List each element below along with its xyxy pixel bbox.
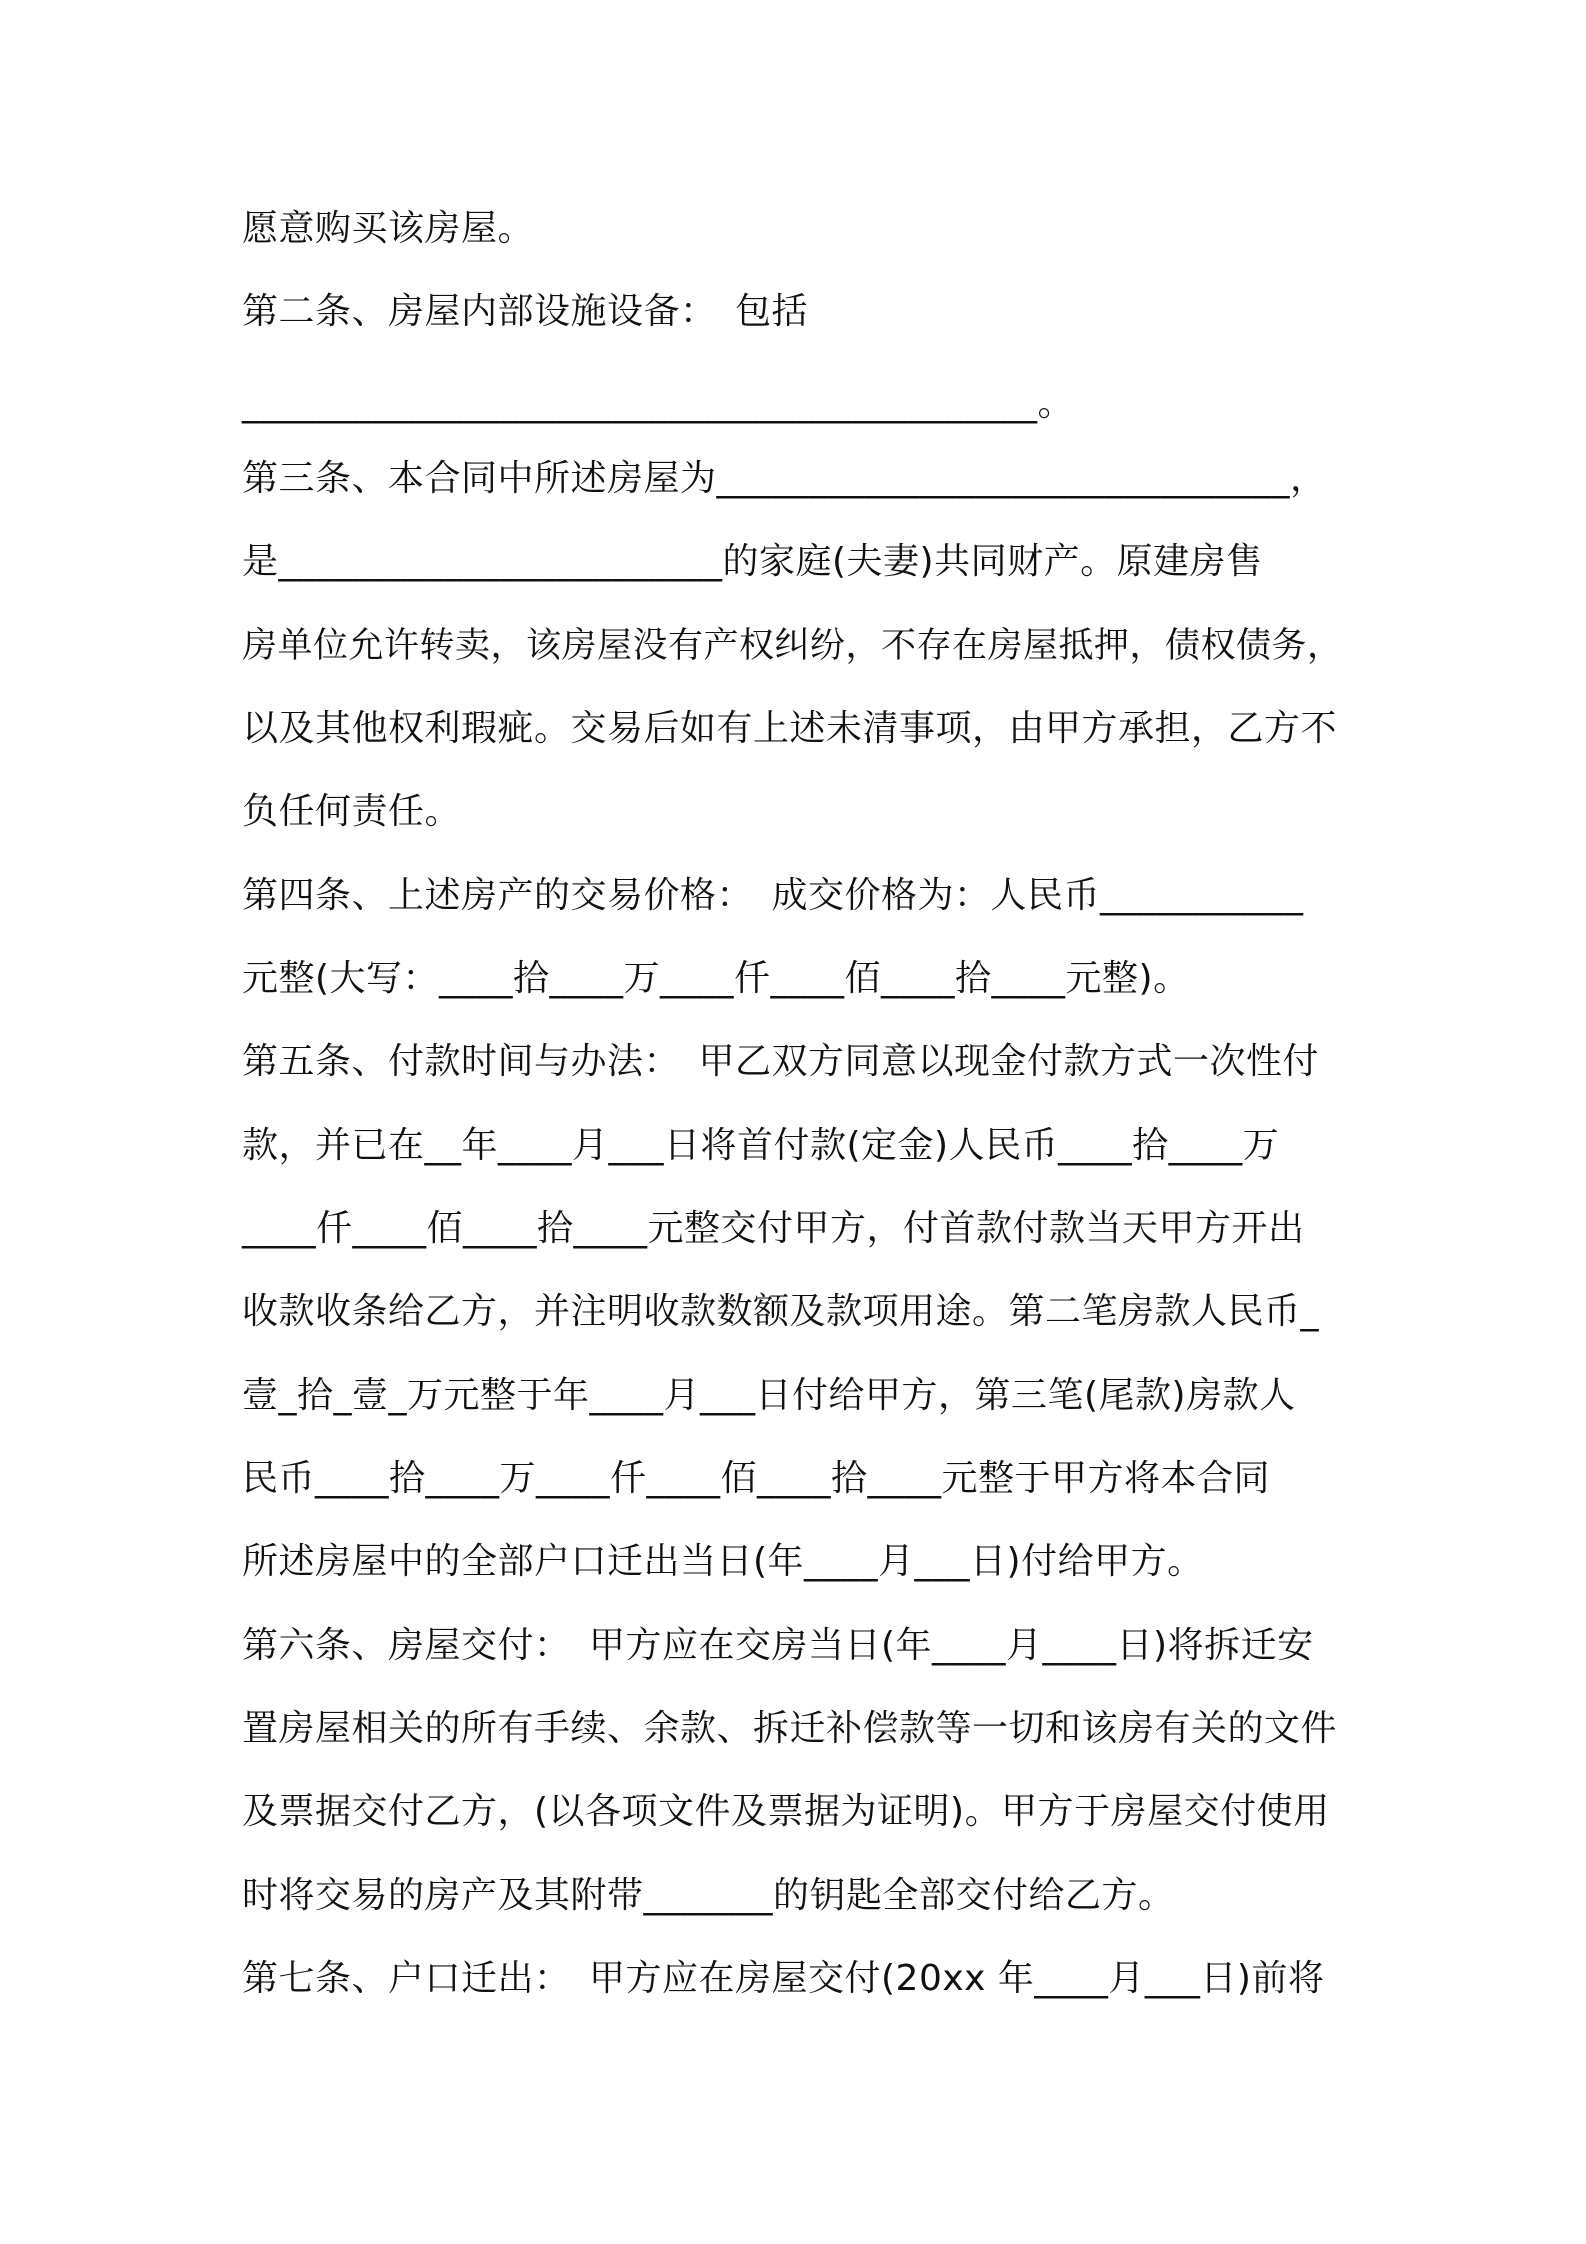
text-line: 第七条、户口迁出： 甲方应在房屋交付(20xx 年____月___日)前将 bbox=[242, 1958, 1325, 1999]
text-line: 第六条、房屋交付： 甲方应在交房当日(年____月____日)将拆迁安 bbox=[242, 1625, 1314, 1666]
text-line: 时将交易的房产及其附带_______的钥匙全部交付给乙方。 bbox=[242, 1875, 1175, 1916]
text-line: 愿意购买该房屋。 bbox=[242, 208, 535, 249]
text-line: 收款收条给乙方，并注明收款数额及款项用途。第二笔房款人民币_ bbox=[242, 1291, 1320, 1332]
text-line: 是________________________的家庭(夫妻)共同财产。原建房售 bbox=[242, 541, 1263, 582]
text-line: 第五条、付款时间与办法： 甲乙双方同意以现金付款方式一次性付 bbox=[242, 1041, 1320, 1082]
text-line: 款，并已在__年____月___日将首付款(定金)人民币____拾____万 bbox=[242, 1125, 1280, 1166]
text-line: 壹_拾_壹_万元整于年____月___日付给甲方，第三笔(尾款)房款人 bbox=[242, 1375, 1296, 1416]
text-line: 第四条、上述房产的交易价格： 成交价格为：人民币___________ bbox=[242, 875, 1304, 916]
text-line: 所述房屋中的全部户口迁出当日(年____月___日)付给甲方。 bbox=[242, 1541, 1204, 1582]
text-line: 及票据交付乙方，(以各项文件及票据为证明)。甲方于房屋交付使用 bbox=[242, 1791, 1330, 1832]
text-line: ____仟____佰____拾____元整交付甲方，付首款付款当天甲方开出 bbox=[242, 1208, 1305, 1249]
text-line: 以及其他权利瑕疵。交易后如有上述未清事项，由甲方承担，乙方不 bbox=[242, 708, 1338, 749]
text-line: 负任何责任。 bbox=[242, 791, 462, 832]
text-line: 房单位允许转卖，该房屋没有产权纠纷，不存在房屋抵押，债权债务， bbox=[242, 626, 1343, 666]
text-line: 第三条、本合同中所述房屋为_______________________________， bbox=[242, 458, 1327, 499]
text-line: 元整(大写：____拾____万____仟____佰____拾____元整)。 bbox=[242, 958, 1190, 999]
text-line: 第二条、房屋内部设施设备： 包括 bbox=[242, 291, 809, 332]
text-line: 置房屋相关的所有手续、余款、拆迁补偿款等一切和该房有关的文件 bbox=[242, 1708, 1338, 1749]
text-line: ___________________________________________。 bbox=[242, 383, 1074, 424]
text-line: 民币____拾____万____仟____佰____拾____元整于甲方将本合同 bbox=[242, 1458, 1271, 1499]
